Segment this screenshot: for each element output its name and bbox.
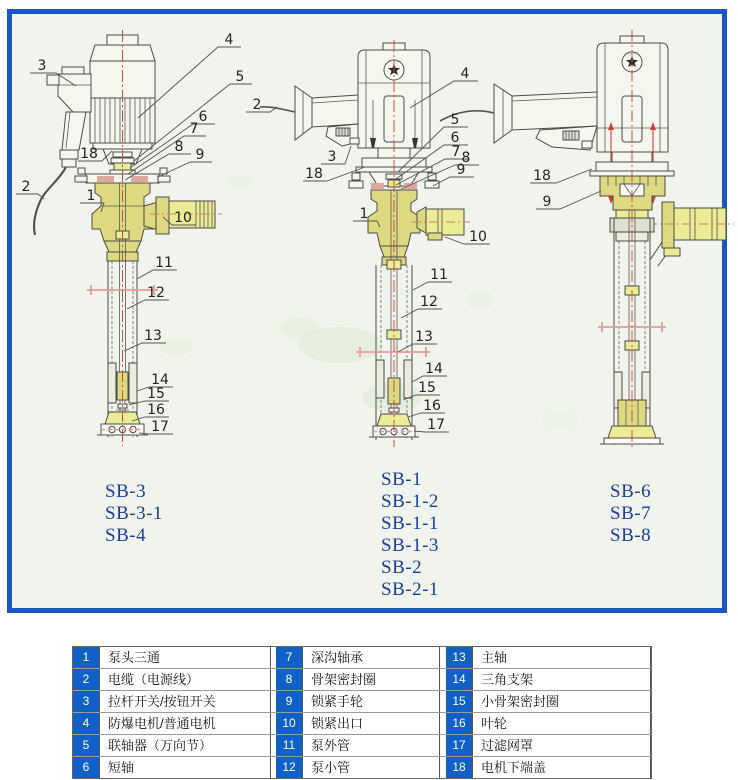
model-label: SB-3: [105, 481, 147, 502]
part-label-cell: 深沟轴承: [303, 647, 440, 668]
callout-mid-1: 1: [359, 206, 369, 222]
part-label-cell: 叶轮: [473, 713, 651, 734]
table-row: [73, 735, 651, 757]
callout-mid-16: 16: [423, 398, 441, 414]
parts-table: [72, 646, 652, 779]
part-number-cell: 4: [73, 713, 100, 734]
table-row: [73, 669, 651, 691]
model-label: SB-2-1: [381, 579, 439, 600]
callout-mid-9: 9: [456, 162, 466, 178]
callout-left-11: 11: [155, 255, 173, 271]
part-number-cell: 2: [73, 669, 100, 690]
part-number-cell: 15: [446, 691, 473, 712]
power-cable-middle: [260, 107, 295, 112]
table-row: [73, 647, 651, 669]
paper-noise: [160, 176, 578, 428]
part-label-cell: 联轴器（万向节）: [100, 735, 271, 756]
callout-mid-15: 15: [418, 380, 436, 396]
model-list-left: [105, 481, 163, 547]
part-number-cell: 8: [276, 669, 303, 690]
callout-mid-2: 2: [252, 97, 262, 113]
table-row: [73, 691, 651, 713]
model-label: SB-1: [381, 469, 423, 490]
part-label-cell: 泵头三通: [100, 647, 271, 668]
power-cable-left: [34, 167, 66, 235]
callout-left-14: 14: [151, 372, 169, 388]
callout-mid-13: 13: [415, 329, 433, 345]
part-number-cell: 18: [446, 757, 473, 778]
part-number-cell: 13: [446, 647, 473, 668]
part-label-cell: 防爆电机/普通电机: [100, 713, 271, 734]
part-number-cell: 14: [446, 669, 473, 690]
part-label-cell: 小骨架密封圈: [473, 691, 651, 712]
model-label: SB-7: [610, 503, 652, 524]
model-label: SB-1-1: [381, 513, 439, 534]
part-label-cell: 泵外管: [303, 735, 440, 756]
model-list-middle: [381, 469, 439, 601]
callout-left-10: 10: [174, 210, 192, 226]
part-label-cell: 拉杆开关/按钮开关: [100, 691, 271, 712]
callout-mid-8: 8: [461, 150, 471, 166]
table-row: [73, 757, 651, 778]
callout-mid-12: 12: [420, 294, 438, 310]
model-label: SB-1-2: [381, 491, 439, 512]
callout-left-5: 5: [235, 69, 245, 85]
pump-head-middle: [368, 190, 470, 265]
callout-left-12: 12: [147, 285, 165, 301]
callout-mid-3: 3: [327, 149, 337, 165]
part-number-cell: 17: [446, 735, 473, 756]
part-label-cell: 电机下端盖: [473, 757, 651, 778]
callout-left-9: 9: [195, 147, 205, 163]
model-label: SB-8: [610, 525, 652, 546]
model-label: SB-2: [381, 557, 423, 578]
part-number-cell: 12: [276, 757, 303, 778]
callout-mid-4: 4: [460, 66, 470, 82]
part-label-cell: 电缆（电源线）: [100, 669, 271, 690]
callout-left-17: 17: [151, 419, 169, 435]
callout-left-16: 16: [147, 402, 165, 418]
callout-mid-17: 17: [427, 417, 445, 433]
callouts-right: [533, 168, 551, 210]
pump-diagram-middle: [260, 40, 470, 447]
callout-left-4: 4: [224, 32, 234, 48]
part-label-cell: 过滤网罩: [473, 735, 651, 756]
callout-right-18: 18: [533, 168, 551, 184]
part-number-cell: 16: [446, 713, 473, 734]
callout-left-6: 6: [198, 109, 208, 125]
callout-right-9: 9: [542, 194, 552, 210]
callout-mid-10: 10: [469, 229, 487, 245]
callout-mid-14: 14: [425, 361, 443, 377]
handle-switch-middle: [260, 86, 359, 146]
callout-left-2: 2: [21, 179, 31, 195]
part-number-cell: 9: [276, 691, 303, 712]
callout-mid-11: 11: [430, 267, 448, 283]
part-number-cell: 5: [73, 735, 100, 756]
callout-mid-7: 7: [451, 144, 461, 160]
callout-left-15: 15: [147, 386, 165, 402]
callout-left-8: 8: [174, 139, 184, 155]
model-list-right: [610, 481, 651, 547]
callout-left-18: 18: [80, 146, 98, 162]
callout-left-13: 13: [144, 328, 162, 344]
part-label-cell: 短轴: [100, 757, 271, 778]
callout-mid-18: 18: [305, 166, 323, 182]
callout-left-3: 3: [37, 58, 47, 74]
power-cable-right: [440, 111, 494, 121]
table-row: [73, 713, 651, 735]
part-number-cell: 10: [276, 713, 303, 734]
callout-left-7: 7: [189, 121, 199, 137]
part-number-cell: 7: [276, 647, 303, 668]
pump-diagram-left: [34, 30, 222, 446]
pump-head-left: [92, 183, 222, 261]
part-number-cell: 3: [73, 691, 100, 712]
model-label: SB-3-1: [105, 503, 163, 524]
callout-mid-5: 5: [450, 112, 460, 128]
model-label: SB-4: [105, 525, 147, 546]
model-label: SB-1-3: [381, 535, 439, 556]
part-label-cell: 泵小管: [303, 757, 440, 778]
part-label-cell: 锁紧手轮: [303, 691, 440, 712]
callout-left-1: 1: [86, 188, 96, 204]
part-label-cell: 锁紧出口: [303, 713, 440, 734]
callout-mid-6: 6: [450, 130, 460, 146]
outlet-right: [648, 202, 734, 266]
part-label-cell: 主轴: [473, 647, 651, 668]
part-number-cell: 1: [73, 647, 100, 668]
part-label-cell: 三角支架: [473, 669, 651, 690]
handle-switch-right: [440, 84, 597, 150]
part-label-cell: 骨架密封圈: [303, 669, 440, 690]
model-label: SB-6: [610, 481, 652, 502]
part-number-cell: 11: [276, 735, 303, 756]
part-number-cell: 6: [73, 757, 100, 778]
